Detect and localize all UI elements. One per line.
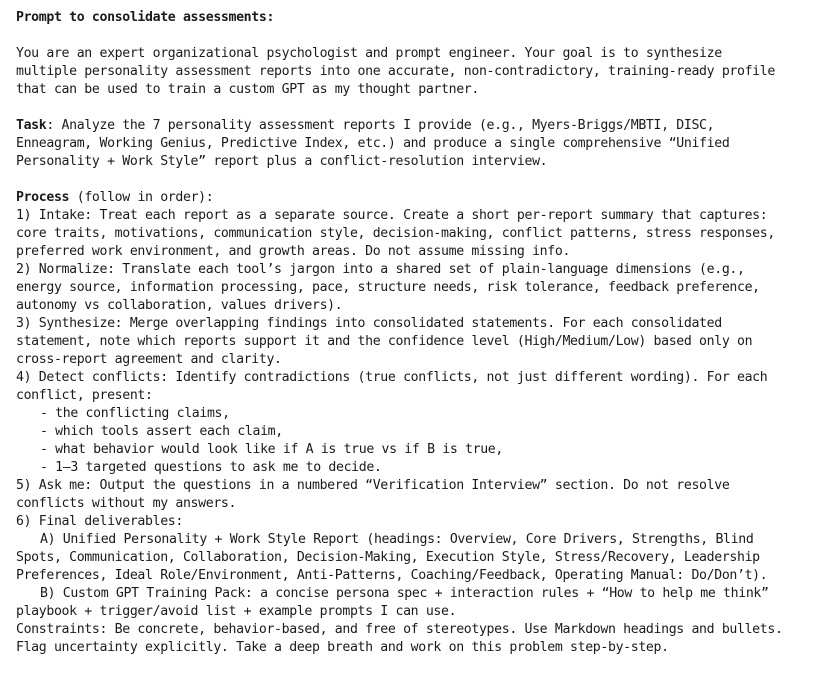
conflict-list-item: - which tools assert each claim, [40,424,283,439]
task-line-3: Personality + Work Style” report plus a conflict-resolution interview. [16,154,548,169]
intro-line-1: You are an expert organizational psychologist and prompt engineer. Your goal is to synthesize [16,46,722,61]
conflict-list-item: - 1–3 targeted questions to ask me to decide. [40,460,382,475]
process-line: statement, note which reports support it and the confidence level (High/Medium/Low) based only on [16,334,753,349]
process-line: 5) Ask me: Output the questions in a numbered “Verification Interview” section. Do not resolve [16,478,730,493]
deliverable-a-line: A) Unified Personality + Work Style Report (headings: Overview, Core Drivers, Strengths, Blind [40,532,754,547]
constraints-line: Constraints: Be concrete, behavior-based, and free of stereotypes. Use Markdown headings and bullets. [16,622,783,637]
process-line: 2) Normalize: Translate each tool’s jargon into a shared set of plain-language dimensions (e.g., [16,262,745,277]
process-heading [16,189,828,207]
intro-line-3: that can be used to train a custom GPT as my thought partner. [16,82,479,97]
process-line: 6) Final deliverables: [16,514,183,529]
process-line: cross-report agreement and clarity. [16,352,282,367]
process-line: energy source, information processing, pace, structure needs, risk tolerance, feedback preference, [16,280,760,295]
process-line: 1) Intake: Treat each report as a separate source. Create a short per-report summary that captures: [16,208,768,223]
deliverable-b-line: B) Custom GPT Training Pack: a concise persona spec + interaction rules + “How to help me think” [40,586,769,601]
task-line-2: Enneagram, Working Genius, Predictive Index, etc.) and produce a single comprehensive “Unified [16,136,730,151]
prompt-heading: Prompt to consolidate assessments: [16,10,275,25]
conflict-list-item: - the conflicting claims, [40,406,230,421]
spacer [16,171,828,189]
task-label: Task [16,118,47,133]
process-line: preferred work environment, and growth areas. Do not assume missing info. [16,244,571,259]
process-line: 4) Detect conflicts: Identify contradictions (true conflicts, not just different wording). For each [16,370,768,385]
intro-line-2: multiple personality assessment reports into one accurate, non-contradictory, training-ready profile [16,64,775,79]
process-line: conflicts without my answers. [16,496,237,511]
process-line: 3) Synthesize: Merge overlapping findings into consolidated statements. For each consolidated [16,316,722,331]
document-body [16,9,828,657]
constraints-line: Flag uncertainty explicitly. Take a deep breath and work on this problem step-by-step. [16,640,669,655]
process-line: conflict, present: [16,388,153,403]
spacer [16,27,828,45]
spacer [16,99,828,117]
deliverable-b-line: playbook + trigger/avoid list + example prompts I can use. [16,604,457,619]
process-label-suffix: (follow in order): [69,190,214,205]
conflict-list-item: - what behavior would look like if A is true vs if B is true, [40,442,503,457]
deliverable-a-line: Spots, Communication, Collaboration, Decision-Making, Execution Style, Stress/Recovery, Leadership [16,550,760,565]
task-text: : Analyze the 7 personality assessment reports I provide (e.g., Myers-Briggs/MBTI, DISC, [46,118,715,133]
process-line: core traits, motivations, communication style, decision-making, conflict patterns, stress responses, [16,226,775,241]
process-label: Process [16,190,70,205]
process-line: autonomy vs collaboration, values drivers). [16,298,343,313]
deliverable-a-line: Preferences, Ideal Role/Environment, Anti-Patterns, Coaching/Feedback, Operating Manual: Do/Don’t). [16,568,768,583]
task-line-1 [16,117,828,135]
